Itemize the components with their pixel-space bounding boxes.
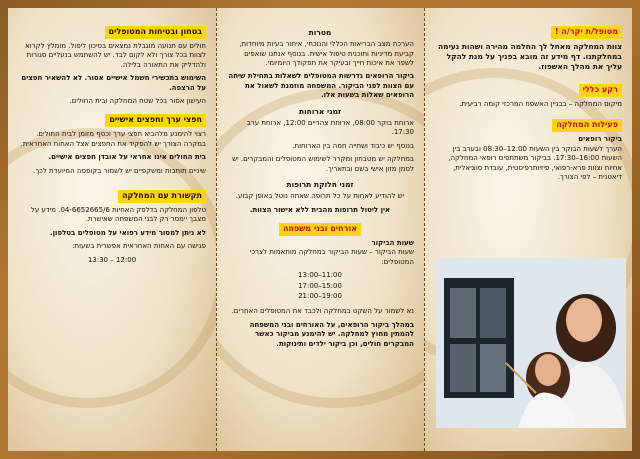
panel-left	[8, 8, 216, 451]
hours-title: שעות הביקור	[371, 238, 414, 247]
section-heading-safety: בטחון ובטיחות המטופלים	[105, 26, 206, 39]
hours-note: נא לשמור על השקט במחלקה ולכבד את המטופלים האחרים.	[231, 307, 414, 316]
goals-text: הערכת מצב הבריאות הכללי והנוכחי, איתור בעיות מיוחדות, קביעת מדיניות ותוכנית טיפול אישית. בנוסף אנחנו שואפים לשפר את איכות חייך ובעיקר את תפקודך היומיומי.	[239, 40, 414, 67]
goals-title: מטרות	[308, 28, 332, 37]
safety-bold-text: השימוש בתכשירי חשמל אישיים אסור. לא להשאיר חפצים על הרצפה.	[21, 74, 206, 92]
contact-text: טלפון המחלקה בדלפק האחיות 04-6652665/6. מידע על מצבך יימסר רק לבני המשפחה שאישרת.	[30, 205, 206, 224]
section-heading-contact: תקשורת עם המחלקה	[118, 190, 206, 203]
panel-left-content	[8, 8, 216, 451]
meals-title: זמני ארוחות	[298, 106, 342, 116]
visiting-hours-row: 11:00–13:00	[298, 271, 342, 280]
fold-line	[216, 8, 217, 451]
background-text: מיקום המחלקה – בבניין האשפוז המרכזי קומה רביעית.	[459, 99, 622, 108]
section-heading-valuables: חפצי ערך וחפצים אישיים	[105, 114, 206, 127]
panel-middle-content	[216, 8, 424, 451]
meds-extra: אין ליטול תרופות מהבית ללא אישור הצוות.	[249, 205, 391, 214]
dentures-text: שיניים תותבות ומשקפיים יש לשמור בקופסה המיועדת לכך.	[33, 166, 206, 175]
section-heading-family: אורחים ובני משפחה	[279, 223, 361, 236]
valuables-text: רצוי להימנע מלהביא חפצי ערך וכסף מזומן לבית החולים. במקרה הצורך יש להפקיד את החפצים אצל האחות האחראית.	[20, 130, 206, 148]
section-heading-activity: פעילות המחלקה	[552, 119, 622, 132]
intro-text: צוות המחלקה מאחל לך החלמה מהירה ושהות נעימה במחלקתנו. דף מידע זה מובא בפניך על מנת להקל עליך את מהלך האשפוז.	[437, 41, 622, 72]
doctors-xray-photo	[436, 258, 626, 428]
section-heading-background: רקע כללי	[579, 84, 622, 97]
doctor-visit-title: ביקור רופאים	[578, 135, 622, 144]
panel-right	[424, 8, 632, 451]
rounds-text: ביקור הרופאים נדרשות המטופלים לשאלות בתחילת שיחה עם הצוות לפני הביקור. המשפחה מוזמנת לשאול את הרופאים שאלות בשעות אלו.	[228, 72, 414, 100]
contact-hours: 12:00 – 13:30	[87, 255, 137, 264]
panel-middle	[216, 8, 424, 451]
family-text: במהלך ביקור הרופאים, על האורחים ובני המשפחה להמתין מחוץ למחלקה. יש להימנע מביקור כאשר המבקרים חולים, וכן ביקור ילדים ותינוקות.	[249, 320, 414, 348]
contact-extra-text: פגישה עם האחות האחראית אפשרית בשעות:	[72, 242, 206, 251]
visiting-hours-row: 15:00–17:00	[298, 281, 342, 290]
smoking-text: העישון אסור בכל שטח המחלקה ובית החולים.	[69, 96, 206, 105]
hours-text: שעות הביקור – שעות הביקור במחלקה מותאמות לצרכי המטופלים:	[249, 248, 414, 266]
kitchen-text: במחלקה יש מטבחון ומקרר לשימוש המטופלים והמבקרים. יש לסמן מזון אישי בשם ובתאריך.	[232, 155, 414, 173]
fold-line	[424, 8, 425, 451]
section-heading-intro: מטופל/ת יקר/ה !	[551, 26, 622, 39]
safety-text: חולים עם תנועה מוגבלת נמצאים בסיכון ליפול. מומלץ לקרוא לצוות בכל צורך ולא לקום לבד. יש להשתמש בנעליים סגורות ולהדליק את התאורה בלילה.	[25, 41, 206, 69]
doctors-xray-illustration	[436, 258, 626, 428]
valuables-bold-text: בית החולים אינו אחראי על אובדן חפצים אישיים.	[48, 153, 206, 162]
contact-bold-text: לא ניתן למסור מידע רפואי על מטופלים בטלפון.	[50, 228, 206, 237]
meds-text: יש להודיע לאחות על כל תרופה שאתה נוטל באופן קבוע.	[235, 192, 405, 201]
meds-title: זמני חלוקת תרופות	[286, 180, 354, 190]
visiting-hours-row: 19:00–21:00	[298, 292, 342, 301]
meals-text: ארוחת בוקר 08:00, ארוחת צהריים 12:00, ארוחת ערב 17:30.	[246, 118, 414, 137]
doctor-visit-text: הערך לשעות הבוקר בין השעות 12:00–08:30 ובערב בין השעות 16:00–17:30. בביקור משתתפים רופאי המחלקה, אחיות וצוות פרא-רפואי, פיזיותרפיסטית, עובדת סוציאלית, דיאטנית – לפי הצורך.	[448, 144, 622, 181]
meals-extra: בנוסף יש כיבוד ושתייה חמה בין הארוחות.	[292, 141, 414, 150]
